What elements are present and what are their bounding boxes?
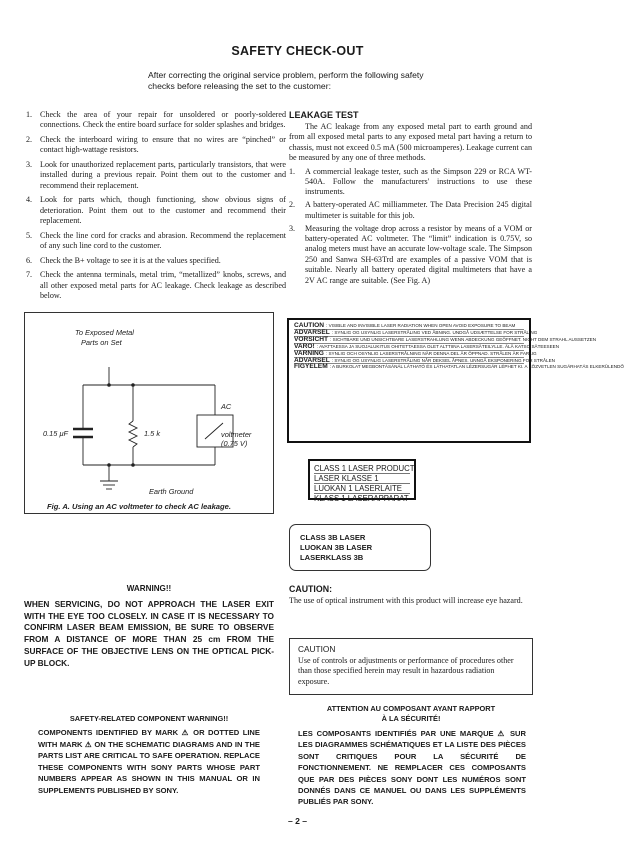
exposed-metal-label: To Exposed Metal (75, 328, 134, 337)
junction-dot (131, 463, 135, 467)
item-text: Look for parts which, though functioning, show obvious signs of deterioration. Point them out to the customer and recommend their replacement. (40, 195, 286, 226)
item-text: Measuring the voltage drop across a resistor by means of a VOM or battery-operated AC voltmeter. The “limit” indication is 0.75V, so analog meters must have an accurate low-voltage scale. The Simpson 250 and Sanwa SH-63Trd are examples of a passive VOM that is suitable. Nearly all battery operated digital multimeters that have a 2V AC range are suitable. (See Fig. A) (305, 223, 532, 285)
warning-keyword: CAUTION (294, 322, 325, 329)
checklist-item (24, 256, 286, 266)
item-text: Check the interboard wiring to ensure that no wires are “pinched” or contact high-wattage resistors. (40, 135, 286, 155)
warning-body: WHEN SERVICING, DO NOT APPROACH THE LASER EXIT WITH THE EYE TOO CLOSELY. IN CASE IT IS NECESSARY TO CONFIRM LASER BEAM EMISSION, BE SURE TO OBSERVE FROM A DISTANCE OF MORE THAN 25 cm FROM THE SURFACE OF THE OBJECTIVE LENS ON THE OPTICAL PICK-UP BLOCK. (24, 599, 274, 668)
page-title: SAFETY CHECK-OUT (231, 44, 364, 58)
item-text: Check the line cord for cracks and abrasion. Recommend the replacement of any such line cord to the customer. (40, 230, 286, 251)
label-line: LUOKAN 1 LASERLAITE (314, 484, 410, 494)
caution-box-body: Use of controls or adjustments or performance of procedures other than those specified herein may result in hazardous radiation exposure. (298, 656, 514, 686)
warning-label-line (294, 335, 597, 344)
french-heading-line-1: ATTENTION AU COMPOSANT AYANT RAPPORT (326, 704, 496, 713)
safety-component-heading: SAFETY-RELATED COMPONENT WARNING!! (69, 714, 229, 723)
safety-checklist (24, 110, 286, 306)
warning-heading: WARNING!! (126, 584, 172, 593)
resistor-label: 1.5 k (144, 429, 161, 438)
item-number: 3. (26, 160, 33, 169)
warning-keyword: VORSICHT (294, 335, 329, 343)
leakage-method (289, 200, 532, 221)
leakage-circuit-diagram (25, 313, 275, 515)
item-number: 2. (289, 200, 296, 210)
french-heading-line-2: À LA SÉCURITÉ! (381, 714, 441, 723)
leakage-test-section (289, 110, 532, 289)
junction-dot (107, 383, 111, 387)
class3b-laser-label (289, 524, 431, 571)
voltmeter-label-2: voltmeter (221, 430, 252, 439)
item-text: Check the B+ voltage to see it is at the values specified. (40, 255, 221, 265)
label-line: LASERKLASS 3B (300, 553, 364, 562)
ground-label: Earth Ground (149, 487, 194, 496)
item-number: 3. (289, 223, 296, 233)
warning-keyword: VARO! (294, 342, 315, 350)
item-text: A battery-operated AC milliammeter. The Data Precision 245 digital multimeter is suitable for this job. (305, 200, 532, 220)
warning-text: : SYNLIG OG USYNLIG LASERSTRÅLING NÅR DEKSEL ÅPNES. UNNGÅ EKSPONERING FOR STRÅLEN (331, 357, 555, 363)
figure-caption: Fig. A. Using an AC voltmeter to check AC leakage. (47, 502, 231, 511)
label-line: KLASS 1 LASERAPPARAT (314, 494, 409, 503)
exposed-metal-label-2: Parts on Set (81, 338, 122, 347)
caution-heading: CAUTION: (289, 584, 333, 594)
item-text: Look for unauthorized replacement parts, particularly transistors, that were installed during a previous repair. Point them out to the customer and recommend their replacement. (40, 160, 286, 190)
item-number: 1. (289, 166, 296, 176)
french-safety-heading (289, 704, 533, 724)
label-line: LASER KLASSE 1 (314, 474, 410, 484)
voltmeter-label-1: AC (221, 402, 232, 411)
item-number: 4. (26, 195, 33, 205)
warning-text: : SICHTBARE UND UNSICHTBARE LASERSTRAHLUNG WENN ABDECKUNG GEÖFFNET. NICHT DEM STRAHL AUSSETZEN (330, 336, 597, 342)
junction-dot (107, 463, 111, 467)
warning-label-line (294, 328, 538, 337)
safety-component-body: COMPONENTS IDENTIFIED BY MARK ⚠ OR DOTTED LINE WITH MARK ⚠ ON THE SCHEMATIC DIAGRAMS AND IN THE PARTS LIST ARE CRITICAL TO SAFE OPERATION. REPLACE THESE COMPONENTS WITH SONY PARTS WHOSE PART NUMBERS APPEAR AS SHOWN IN THIS MANUAL OR IN SUPPLEMENTS PUBLISHED BY SONY. (38, 728, 260, 795)
checklist-item (24, 160, 286, 191)
item-number: 7. (26, 270, 33, 280)
class1-laser-label (308, 459, 416, 503)
item-text: Check the area of your repair for unsoldered or poorly-soldered connections. Check the entire board surface for solder splashes and bridges. (40, 110, 286, 130)
item-number: 5. (26, 230, 33, 240)
intro-text: After correcting the original service problem, perform the following safety checks before releasing the set to the customer: (148, 70, 424, 91)
checklist-item (24, 231, 286, 252)
laser-warning-label (287, 318, 624, 443)
figure-a (24, 312, 274, 514)
warning-text: : AVATTAESSA JA SUOJALUKITUS OHITETTAESSA OLET ALTTIINA LASERSÄTEILYLLE. ÄLÄ KATSO SÄTEESEEN (316, 343, 560, 349)
leakage-method (289, 167, 532, 198)
leakage-heading: LEAKAGE TEST (289, 110, 359, 120)
warning-keyword: FIGYELEM (294, 363, 328, 371)
item-text: A commercial leakage tester, such as the Simpson 229 or RCA WT-540A. Follow the manufacturers' instructions to use these instruments. (305, 166, 532, 197)
label-line: CLASS 3B LASER (300, 533, 366, 542)
warning-keyword: VARNING (294, 349, 324, 357)
warning-text: : SYNLIG OCH OSYNLIG LASERSTRÅLNING NÄR DENNA DEL ÄR ÖPPNAD. STRÅLEN ÄR FARLIG (325, 350, 537, 356)
warning-label-line (294, 363, 624, 371)
checklist-item (24, 135, 286, 156)
item-number: 1. (26, 110, 33, 119)
item-text: Check the antenna terminals, metal trim, “metallized” knobs, screws, and all other exposed metal parts for AC leakage. Check leakage as described below. (40, 270, 286, 301)
warning-keyword: ADVARSEL (294, 356, 330, 364)
warning-text: : SYNLIG OG USYNLIG LASERSTRÅLING VED ÅBNING. UNDGÅ UDSÆTTELSE FOR STRÅLING (331, 329, 538, 335)
label-line: CLASS 1 LASER PRODUCT (314, 464, 415, 473)
page-number: – 2 – (287, 816, 308, 826)
leakage-method (289, 224, 532, 286)
warning-keyword: ADVARSEL (294, 328, 330, 336)
warning-text: : VISIBLE AND INVISIBLE LASER RADIATION WHEN OPEN AVOID EXPOSURE TO BEAM (326, 323, 516, 328)
item-number: 2. (26, 135, 33, 144)
warning-text: : A BURKOLAT MEGBONTÁSÁNÁL LÁTHATÓ ÉS LÁTHATATLAN LÉZERSUGÁR LÉPHET KI. A KÖZVETLEN SUGÁRHATÁS ELKERÜLENDŐ (329, 364, 624, 370)
leakage-intro: The AC leakage from any exposed metal part to earth ground and from all exposed metal parts to any exposed metal part having a return to chassis, must not exceed 0.5 mA (500 microamperes). Leakage current can be measured by any one of three methods. (289, 122, 532, 163)
caution-box-heading: CAUTION (298, 644, 336, 654)
capacitor-label: 0.15 μF (43, 429, 69, 438)
label-line: LUOKAN 3B LASER (300, 543, 373, 552)
junction-dot (131, 383, 135, 387)
checklist-item (24, 110, 286, 131)
item-number: 6. (26, 255, 33, 265)
checklist-item (24, 195, 286, 226)
checklist-item (24, 270, 286, 301)
french-safety-body: LES COMPOSANTS IDENTIFIÉS PAR UNE MARQUE ⚠ SUR LES DIAGRAMMES SCHÉMATIQUES ET LA LISTE DES PIÈCES SONT CRITIQUES POUR LA SÉCURITÉ DE FONCTIONNEMENT. NE REMPLACER CES COMPOSANTS QUE PAR DES PIÈCES SONY DONT LES NUMÉROS SONT DONNÉS DANS CE MANUEL OU DANS LES SUPPLÉMENTS PUBLIÉS PAR SONY. (298, 729, 526, 807)
caution-box (289, 638, 533, 695)
warning-label-line (294, 342, 560, 351)
leakage-methods (289, 167, 532, 286)
voltmeter-label-3: (0.75 V) (221, 439, 248, 448)
caution-body: The use of optical instrument with this product will increase eye hazard. (289, 596, 523, 605)
